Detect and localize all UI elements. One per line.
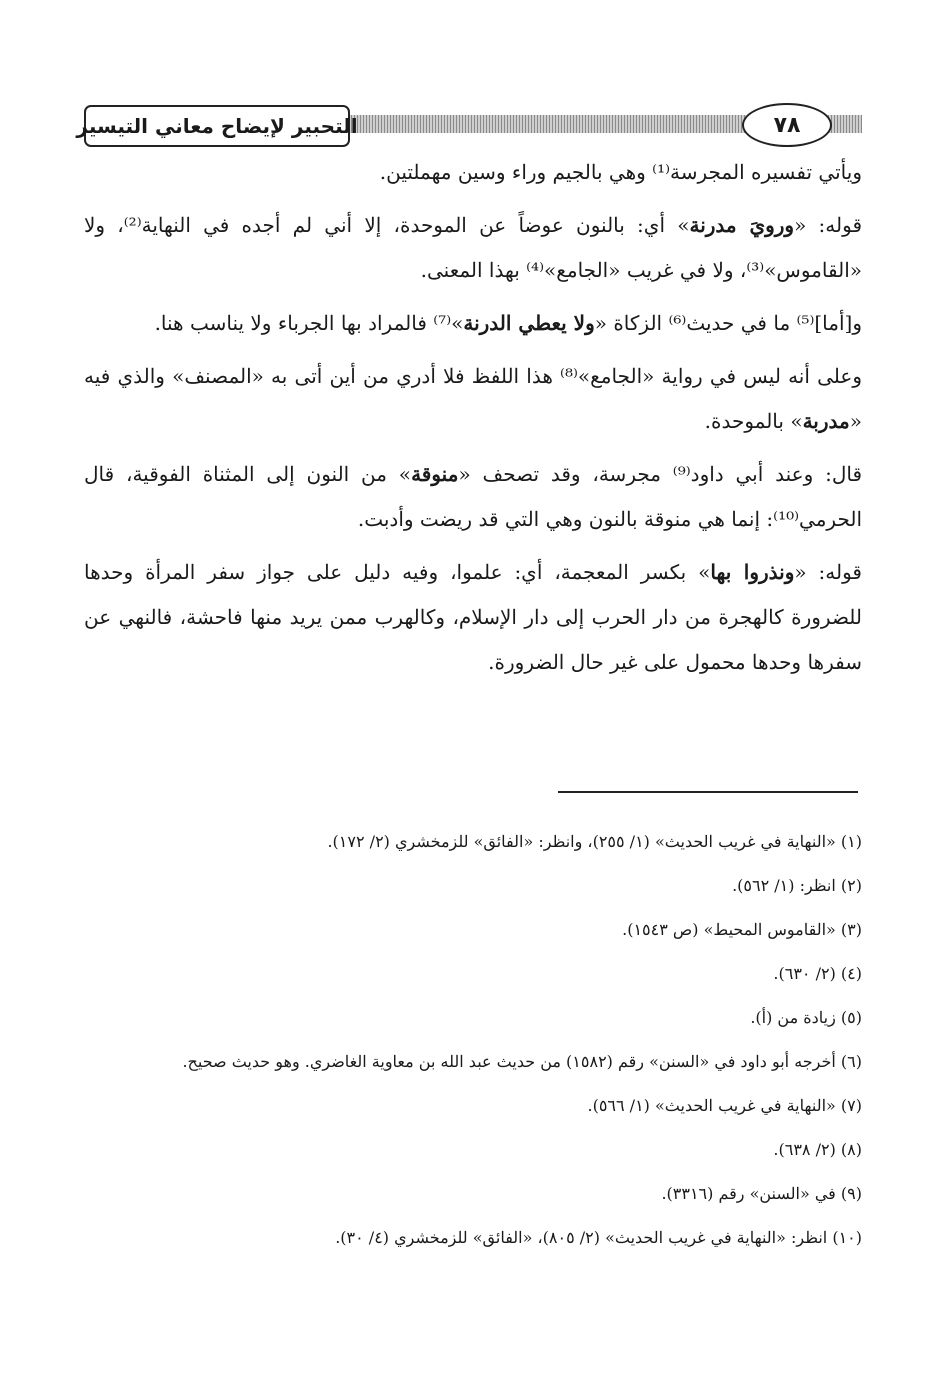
quoted-phrase: مدربة — [802, 409, 850, 433]
footnote-8: (٨) (٢/ ٦٣٨). — [773, 1140, 862, 1159]
paragraph-4-text-a: وعلى أنه ليس في رواية «الجامع»⁽⁸⁾ هذا اللفظ فلا أدري من أين أتى به «المصنف» والذي فيه « — [84, 364, 862, 433]
footnote-2: (٢) انظر: (١/ ٥٦٢). — [732, 876, 862, 895]
footnote-separator — [558, 791, 858, 793]
paragraph-5-text-b: » من النون إلى المثناة الفوقية، قال الحرمي⁽¹⁰⁾: إنما هي منوقة بالنون وهي التي قد ريضت وأدبت. — [84, 462, 862, 531]
book-title: التحبير لإيضاح معاني التيسير — [84, 105, 350, 147]
paragraph-4-text-b: » بالموحدة. — [704, 409, 803, 433]
footnote-10: (١٠) انظر: «النهاية في غريب الحديث» (٢/ ٨٠٥)، «الفائق» للزمخشري (٤/ ٣٠). — [335, 1228, 862, 1247]
paragraph-5-text-a: قال: وعند أبي داود⁽⁹⁾ مجرسة، وقد تصحف « — [458, 462, 862, 486]
paragraph-6 — [84, 550, 862, 685]
paragraph-2-text-a: قوله: « — [794, 213, 862, 237]
paragraph-6-text-b: » بكسر المعجمة، أي: علموا، وفيه دليل على جواز سفر المرأة وحدها للضرورة كالهجرة من دار الحرب إلى دار الإسلام، وكالهرب ممن يريد منها فاحشة، فالنهي عن سفرها وحدها محمول على غير حال الضرورة. — [84, 560, 862, 674]
quoted-phrase: ولا يعطي الدرنة — [463, 311, 595, 335]
quoted-phrase: ونذروا بها — [710, 560, 795, 584]
footnote-9: (٩) في «السنن» رقم (٣٣١٦). — [661, 1184, 862, 1203]
footnote-5: (٥) زيادة من (أ). — [750, 1008, 862, 1027]
footnote-1: (١) «النهاية في غريب الحديث» (١/ ٢٥٥)، وانظر: «الفائق» للزمخشري (٢/ ١٧٢). — [327, 832, 862, 851]
paragraph-3-text-b: »⁽⁷⁾ فالمراد بها الجرباء ولا يناسب هنا. — [154, 311, 464, 335]
paragraph-1 — [84, 150, 862, 195]
main-text — [84, 150, 862, 693]
paragraph-4 — [84, 354, 862, 444]
running-header — [76, 100, 862, 148]
page-number: ٧٨ — [742, 103, 832, 147]
quoted-phrase: منوقة — [411, 462, 459, 486]
paragraph-1-text: ويأتي تفسيره المجرسة⁽¹⁾ وهي بالجيم وراء وسين مهملتين. — [379, 160, 862, 184]
paragraph-3-text-a: و[أما]⁽⁵⁾ ما في حديث⁽⁶⁾ الزكاة « — [594, 311, 862, 335]
paragraph-2 — [84, 203, 862, 293]
footnotes — [84, 820, 862, 1260]
footnote-7: (٧) «النهاية في غريب الحديث» (١/ ٥٦٦). — [587, 1096, 862, 1115]
paragraph-6-text-a: قوله: « — [794, 560, 862, 584]
paragraph-5 — [84, 452, 862, 542]
footnote-6: (٦) أخرجه أبو داود في «السنن» رقم (١٥٨٢) من حديث عبد الله بن معاوية الغاضري. وهو حديث صحيح. — [182, 1052, 862, 1071]
footnote-4: (٤) (٢/ ٦٣٠). — [773, 964, 862, 983]
paragraph-2-text-b: » أي: بالنون عوضاً عن الموحدة، إلا أني لم أجده في النهاية⁽²⁾، ولا «القاموس»⁽³⁾، ولا في غريب «الجامع»⁽⁴⁾ بهذا المعنى. — [84, 213, 862, 282]
paragraph-3 — [84, 301, 862, 346]
quoted-phrase: ورويَ مدرنة — [689, 213, 795, 237]
footnote-3: (٣) «القاموس المحيط» (ص ١٥٤٣). — [622, 920, 862, 939]
